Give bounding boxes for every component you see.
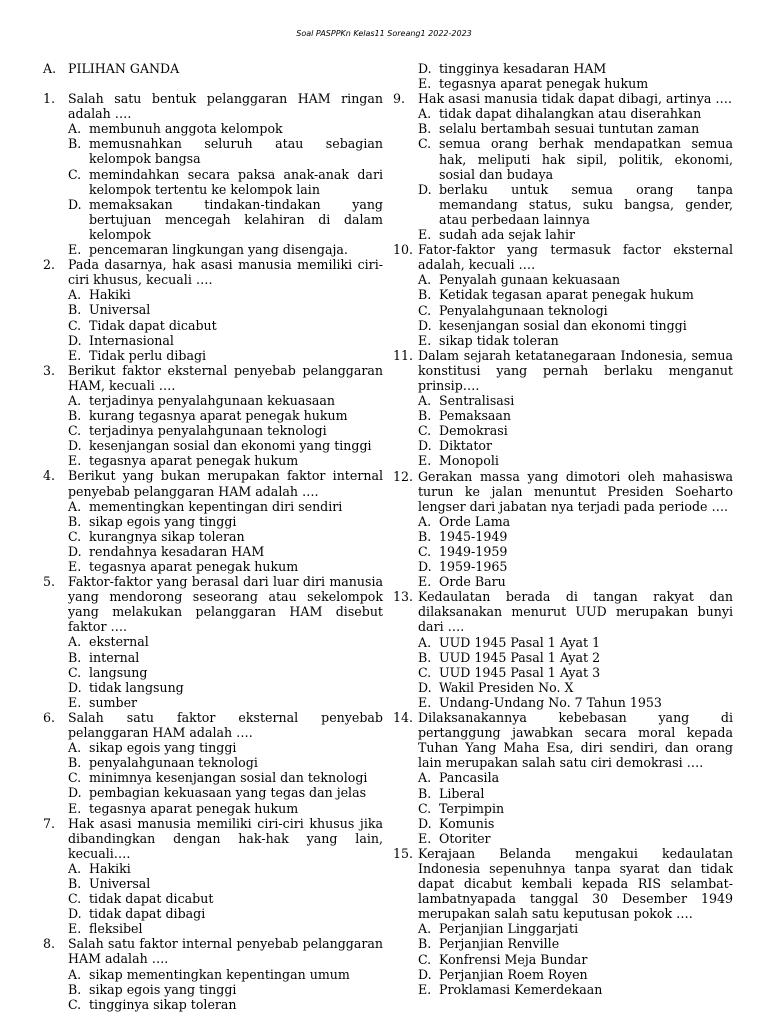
option-item (418, 453, 733, 468)
option-text: sikap mementingkan kepentingan umum (89, 966, 350, 982)
question-item (43, 468, 383, 574)
option-text: berlaku untuk semua orang tanpa memandang status, suku bangsa, gender, atau perbedaan lainnya (439, 181, 733, 227)
option-text: Penyalah gunaan kekuasaan (439, 272, 621, 288)
question-body (418, 589, 733, 710)
option-text: sikap egois yang tinggi (89, 513, 237, 529)
option-text: sikap egois yang tinggi (89, 981, 237, 997)
option-letter: D. (68, 196, 82, 212)
option-letter: C. (68, 166, 82, 182)
option-text: 1949-1959 (439, 544, 508, 559)
option-item (418, 921, 733, 936)
option-item (418, 136, 733, 181)
question-body (68, 363, 383, 469)
option-text: Demokrasi (439, 423, 508, 439)
question-stem: Gerakan massa yang dimotori oleh mahasiswa turun ke jalan menuntut Presiden Soeharto lengser dari jabatan nya terjadi pada periode …. (418, 468, 733, 514)
option-item (418, 816, 733, 831)
option-text: tingginya sikap toleran (89, 996, 237, 1012)
option-item (418, 423, 733, 438)
option-item (68, 408, 383, 423)
option-letter: E. (68, 694, 82, 710)
option-text: Universal (89, 875, 151, 891)
option-letter: A. (418, 634, 432, 650)
question-stem: Fator-faktor yang termasuk factor eksternal adalah, kecuali …. (418, 242, 733, 273)
option-letter: A. (418, 770, 432, 786)
option-letter: A. (418, 106, 432, 122)
option-letter: A. (68, 634, 82, 650)
question-body (68, 91, 383, 257)
option-text: Perjanjian Roem Royen (439, 966, 588, 982)
option-item (68, 695, 383, 710)
option-text: membunuh anggota kelompok (89, 121, 283, 137)
question-number: 9. (393, 91, 406, 107)
option-letter: D. (418, 815, 432, 831)
option-item (418, 106, 733, 121)
option-text: terjadinya penyalahgunaan teknologi (89, 423, 327, 439)
option-item (418, 982, 733, 997)
question-body (68, 936, 383, 1011)
option-text: pencemaran lingkungan yang disengaja. (89, 242, 348, 258)
option-text: UUD 1945 Pasal 1 Ayat 1 (439, 634, 601, 650)
option-item (418, 303, 733, 318)
option-text: Otoriter (439, 830, 491, 846)
option-text: selalu bertambah sesuai tuntutan zaman (439, 121, 700, 137)
option-text: tegasnya aparat penegak hukum (89, 559, 299, 574)
option-letter: A. (418, 393, 432, 409)
option-text: semua orang berhak mendapatkan semua hak, meliputi hak sipil, politik, ekonomi, sosial dan budaya (439, 136, 733, 182)
option-text: memindahkan secara paksa anak-anak dari kelompok tertentu ke kelompok lain (89, 166, 383, 197)
question-number: 6. (43, 709, 56, 725)
option-item (418, 831, 733, 846)
option-text: pembagian kekuasaan yang tegas dan jelas (89, 785, 367, 801)
option-item (418, 408, 733, 423)
option-letter: E. (68, 921, 82, 937)
option-item (418, 227, 733, 242)
option-item (418, 695, 733, 710)
question-list-left (43, 91, 383, 1012)
option-text: Wakil Presiden No. X (439, 679, 574, 695)
option-item (68, 529, 383, 544)
option-text: Sentralisasi (439, 393, 515, 409)
option-letter: B. (418, 287, 432, 303)
option-text: Pemaksaan (439, 408, 512, 424)
option-letter: B. (68, 513, 82, 529)
option-letter: C. (68, 996, 82, 1012)
option-letter: D. (68, 543, 82, 559)
question-stem: Kerajaan Belanda mengakui kedaulatan Indonesia sepenuhnya tanpa syarat dan tidak dapat dicabut kembali kepada RIS selambat-lambatnyapada tanggal 30 Desember 1949 merupakan salah satu keputusan pokok …. (418, 845, 733, 922)
question-item (393, 846, 733, 997)
option-text: Monopoli (439, 453, 499, 469)
question-item (393, 589, 733, 710)
option-letter: D. (68, 438, 82, 454)
option-text: rendahnya kesadaran HAM (89, 543, 265, 559)
option-letter: B. (418, 936, 432, 952)
question-item (43, 936, 383, 1011)
option-letter: A. (68, 966, 82, 982)
option-text: Universal (89, 302, 151, 318)
option-text: Perjanjian Linggarjati (439, 921, 579, 937)
option-letter: E. (418, 694, 432, 710)
option-item (68, 891, 383, 906)
question-item (393, 348, 733, 469)
option-letter: A. (418, 513, 432, 529)
option-item (68, 770, 383, 785)
question-number: 11. (393, 347, 414, 363)
option-item (418, 333, 733, 348)
question-stem: Hak asasi manusia tidak dapat dibagi, artinya …. (418, 91, 732, 107)
option-item (68, 136, 383, 166)
question-stem: Salah satu faktor internal penyebab pelanggaran HAM adalah …. (68, 936, 383, 967)
option-item (68, 906, 383, 921)
option-letter: D. (418, 966, 432, 982)
option-text: Hakiki (89, 860, 131, 876)
option-letter: C. (418, 800, 432, 816)
option-letter: A. (68, 860, 82, 876)
option-text: tidak dapat dibagi (89, 906, 206, 922)
option-item (68, 393, 383, 408)
option-text: tegasnya aparat penegak hukum (89, 800, 299, 816)
option-text: Tidak perlu dibagi (89, 347, 207, 363)
option-letter: B. (418, 408, 432, 424)
question-stem: Berikut faktor eksternal penyebab pelanggaran HAM, kecuali …. (68, 362, 383, 393)
option-letter: C. (68, 317, 82, 333)
option-letter: D. (68, 679, 82, 695)
option-letter: E. (418, 574, 432, 590)
option-text: tidak langsung (89, 679, 184, 695)
option-text: Ketidak tegasan aparat penegak hukum (439, 287, 694, 303)
option-letter: E. (418, 76, 432, 92)
option-item (68, 680, 383, 695)
option-letter: E. (68, 800, 82, 816)
question-stem: Berikut yang bukan merupakan faktor internal penyebab pelanggaran HAM adalah …. (68, 468, 383, 499)
option-letter: E. (68, 453, 82, 469)
question-item (43, 257, 383, 363)
question-body (68, 574, 383, 710)
option-text: tingginya kesadaran HAM (439, 61, 607, 76)
option-item (418, 967, 733, 982)
question-number: 2. (43, 257, 56, 273)
option-text: fleksibel (89, 921, 143, 937)
question-item (43, 816, 383, 937)
option-item (68, 287, 383, 302)
question-body (418, 348, 733, 469)
question-stem: Dalam sejarah ketatanegaraan Indonesia, semua konstitusi yang pernah berlaku menganut prinsip…. (418, 347, 733, 393)
option-text: Orde Baru (439, 574, 506, 590)
question-8-continuation (393, 61, 733, 91)
option-text: Orde Lama (439, 513, 511, 529)
option-letter: C. (418, 423, 432, 439)
option-item (68, 982, 383, 997)
option-letter: C. (418, 136, 432, 152)
question-item (43, 363, 383, 469)
question-number: 14. (393, 710, 414, 726)
option-letter: A. (68, 121, 82, 137)
option-letter: A. (68, 498, 82, 514)
option-letter: A. (418, 921, 432, 937)
option-item (68, 197, 383, 242)
option-item (68, 801, 383, 816)
option-text: Internasional (89, 332, 174, 348)
question-body (418, 91, 733, 242)
option-letter: A. (68, 392, 82, 408)
option-letter: E. (418, 332, 432, 348)
option-item (418, 680, 733, 695)
option-text: UUD 1945 Pasal 1 Ayat 3 (439, 664, 601, 680)
question-number: 5. (43, 574, 56, 590)
section-heading: PILIHAN GANDA (68, 61, 180, 76)
option-item (418, 121, 733, 136)
option-letter: A. (68, 287, 82, 303)
question-body (418, 242, 733, 348)
question-item (43, 574, 383, 710)
question-stem: Pada dasarnya, hak asasi manusia memiliki ciri-ciri khusus, kecuali …. (68, 257, 383, 288)
option-item (393, 61, 733, 76)
option-letter: D. (418, 317, 432, 333)
question-stem: Salah satu faktor eksternal penyebab pelanggaran HAM adalah …. (68, 709, 383, 741)
option-item (418, 393, 733, 408)
option-item (418, 272, 733, 287)
question-body (418, 846, 733, 997)
question-stem: Salah satu bentuk pelanggaran HAM ringan adalah …. (68, 91, 383, 122)
option-letter: E. (418, 453, 432, 469)
option-text: sumber (89, 694, 138, 710)
option-text: mementingkan kepentingan diri sendiri (89, 498, 343, 514)
option-item (418, 544, 733, 559)
option-text: terjadinya penyalahgunaan kekuasaan (89, 392, 336, 408)
option-text: penyalahgunaan teknologi (89, 755, 258, 771)
option-letter: C. (418, 951, 432, 967)
option-item (418, 438, 733, 453)
question-body (68, 468, 383, 574)
option-item (418, 665, 733, 680)
option-item (418, 936, 733, 951)
option-text: 1959-1965 (439, 559, 508, 575)
question-number: 3. (43, 362, 56, 378)
option-letter: D. (68, 906, 82, 922)
option-letter: C. (418, 544, 432, 559)
option-item (68, 876, 383, 891)
option-letter: C. (68, 891, 82, 907)
option-item (68, 499, 383, 514)
option-letter: B. (68, 302, 82, 318)
option-item (68, 423, 383, 438)
question-number: 15. (393, 845, 414, 861)
option-item (418, 318, 733, 333)
option-item (68, 121, 383, 136)
option-item (68, 438, 383, 453)
option-letter: B. (68, 981, 82, 997)
option-text: tidak dapat dicabut (89, 891, 214, 907)
option-item (68, 997, 383, 1012)
option-text: kesenjangan sosial dan ekonomi tinggi (439, 317, 687, 333)
option-item (68, 302, 383, 317)
option-item (68, 861, 383, 876)
right-column (393, 61, 733, 997)
question-number: 8. (43, 936, 56, 952)
option-letter: B. (68, 649, 82, 665)
option-letter: D. (418, 181, 432, 197)
option-item (68, 785, 383, 800)
option-text: Liberal (439, 785, 485, 801)
option-item (68, 665, 383, 680)
option-text: tegasnya aparat penegak hukum (439, 76, 649, 92)
option-text: Pancasila (439, 770, 500, 786)
option-item (418, 514, 733, 529)
option-text: Penyalahgunaan teknologi (439, 302, 608, 318)
option-item (418, 770, 733, 785)
option-item (68, 167, 383, 197)
option-item (68, 634, 383, 649)
option-item (418, 574, 733, 589)
option-item (418, 559, 733, 574)
option-text: UUD 1945 Pasal 1 Ayat 2 (439, 649, 601, 665)
option-text: Undang-Undang No. 7 Tahun 1953 (439, 694, 662, 710)
option-item (68, 740, 383, 755)
question-number: 13. (393, 589, 414, 605)
option-text: eksternal (89, 634, 149, 650)
section-letter: A. (43, 61, 57, 76)
option-item (418, 801, 733, 816)
option-letter: E. (68, 347, 82, 363)
option-item (393, 76, 733, 91)
option-letter: B. (418, 649, 432, 665)
option-letter: E. (418, 830, 432, 846)
option-letter: E. (418, 981, 432, 997)
question-item (393, 469, 733, 590)
question-list-right (393, 91, 733, 997)
page-header: Soal PASPPKn Kelas11 Soreang1 2022-2023 (296, 29, 472, 38)
option-item (68, 921, 383, 936)
option-text: memaksakan tindakan-tindakan yang bertujuan mencegah kelahiran di dalam kelompok (89, 196, 383, 242)
option-item (68, 514, 383, 529)
option-item (68, 755, 383, 770)
question-item (393, 710, 733, 846)
option-text: Perjanjian Renville (439, 936, 560, 952)
option-text: Proklamasi Kemerdekaan (439, 981, 603, 997)
option-letter: E. (418, 227, 432, 243)
option-item (68, 333, 383, 348)
question-body (68, 816, 383, 937)
option-letter: B. (418, 785, 432, 801)
option-item (418, 287, 733, 302)
option-text: Diktator (439, 438, 492, 454)
option-text: memusnahkan seluruh atau sebagian kelompok bangsa (89, 136, 383, 167)
question-stem: Hak asasi manusia memiliki ciri-ciri khusus jika dibandingkan dengan hak-hak yang lain, kecuali…. (68, 815, 383, 861)
option-text: 1945-1949 (439, 528, 508, 544)
section-title (43, 61, 383, 76)
option-letter: B. (68, 875, 82, 891)
option-letter: B. (418, 528, 432, 544)
option-letter: D. (68, 332, 82, 348)
option-letter: B. (418, 121, 432, 137)
option-letter: D. (418, 438, 432, 454)
option-text: Tidak dapat dicabut (89, 317, 217, 333)
option-letter: C. (68, 528, 82, 544)
option-letter: D. (418, 61, 432, 76)
option-item (418, 952, 733, 967)
question-body (418, 469, 733, 590)
option-item (418, 635, 733, 650)
option-item (418, 786, 733, 801)
question-number: 12. (393, 468, 414, 484)
question-item (393, 91, 733, 242)
option-letter: B. (68, 755, 82, 771)
option-item (68, 967, 383, 982)
option-letter: A. (418, 272, 432, 288)
option-item (68, 348, 383, 363)
option-item (68, 544, 383, 559)
option-letter: E. (68, 559, 82, 574)
option-text: sikap tidak toleran (439, 332, 559, 348)
option-item (418, 182, 733, 227)
left-column (43, 61, 383, 1012)
question-number: 4. (43, 468, 56, 484)
option-item (68, 453, 383, 468)
option-text: internal (89, 649, 140, 665)
option-letter: A. (68, 740, 82, 756)
question-item (43, 91, 383, 257)
question-item (393, 242, 733, 348)
option-letter: C. (418, 664, 432, 680)
option-text: sikap egois yang tinggi (89, 740, 237, 756)
question-number: 1. (43, 91, 56, 107)
option-letter: D. (68, 785, 82, 801)
option-text: kurangnya sikap toleran (89, 528, 245, 544)
question-body (68, 257, 383, 363)
option-text: sudah ada sejak lahir (439, 227, 575, 243)
option-text: Hakiki (89, 287, 131, 303)
option-letter: E. (68, 242, 82, 258)
option-text: minimnya kesenjangan sosial dan teknologi (89, 770, 368, 786)
option-text: tegasnya aparat penegak hukum (89, 453, 299, 469)
option-text: Konfrensi Meja Bundar (439, 951, 588, 967)
option-item (68, 318, 383, 333)
option-letter: C. (68, 423, 82, 439)
option-text: tidak dapat dihalangkan atau diserahkan (439, 106, 702, 122)
question-body (68, 710, 383, 816)
option-text: Terpimpin (439, 800, 505, 816)
question-body (418, 710, 733, 846)
option-text: kurang tegasnya aparat penegak hukum (89, 408, 348, 424)
option-letter: B. (68, 408, 82, 424)
question-stem: Faktor-faktor yang berasal dari luar diri manusia yang mendorong seseorang atau sekelompok yang melakukan pelanggaran HAM disebut faktor …. (68, 574, 383, 635)
option-item (68, 650, 383, 665)
option-text: Komunis (439, 815, 495, 831)
option-item (68, 559, 383, 574)
option-letter: C. (418, 302, 432, 318)
option-letter: C. (68, 770, 82, 786)
option-item (418, 529, 733, 544)
option-item (418, 650, 733, 665)
question-stem: Kedaulatan berada di tangan rakyat dan dilaksanakan menurut UUD merupakan bunyi dari …. (418, 589, 733, 635)
question-number: 7. (43, 815, 56, 831)
option-letter: D. (418, 679, 432, 695)
question-item (43, 710, 383, 816)
option-letter: C. (68, 664, 82, 680)
option-text: kesenjangan sosial dan ekonomi yang tinggi (89, 438, 372, 454)
question-stem: Dilaksanakannya kebebasan yang di pertanggung jawabkan secara moral kepada Tuhan Yang Maha Esa, diri sendiri, dan orang lain merupakan salah satu ciri demokrasi …. (418, 710, 733, 771)
option-letter: D. (418, 559, 432, 575)
option-item (68, 242, 383, 257)
option-text: langsung (89, 664, 148, 680)
option-letter: B. (68, 136, 82, 152)
question-number: 10. (393, 242, 414, 258)
